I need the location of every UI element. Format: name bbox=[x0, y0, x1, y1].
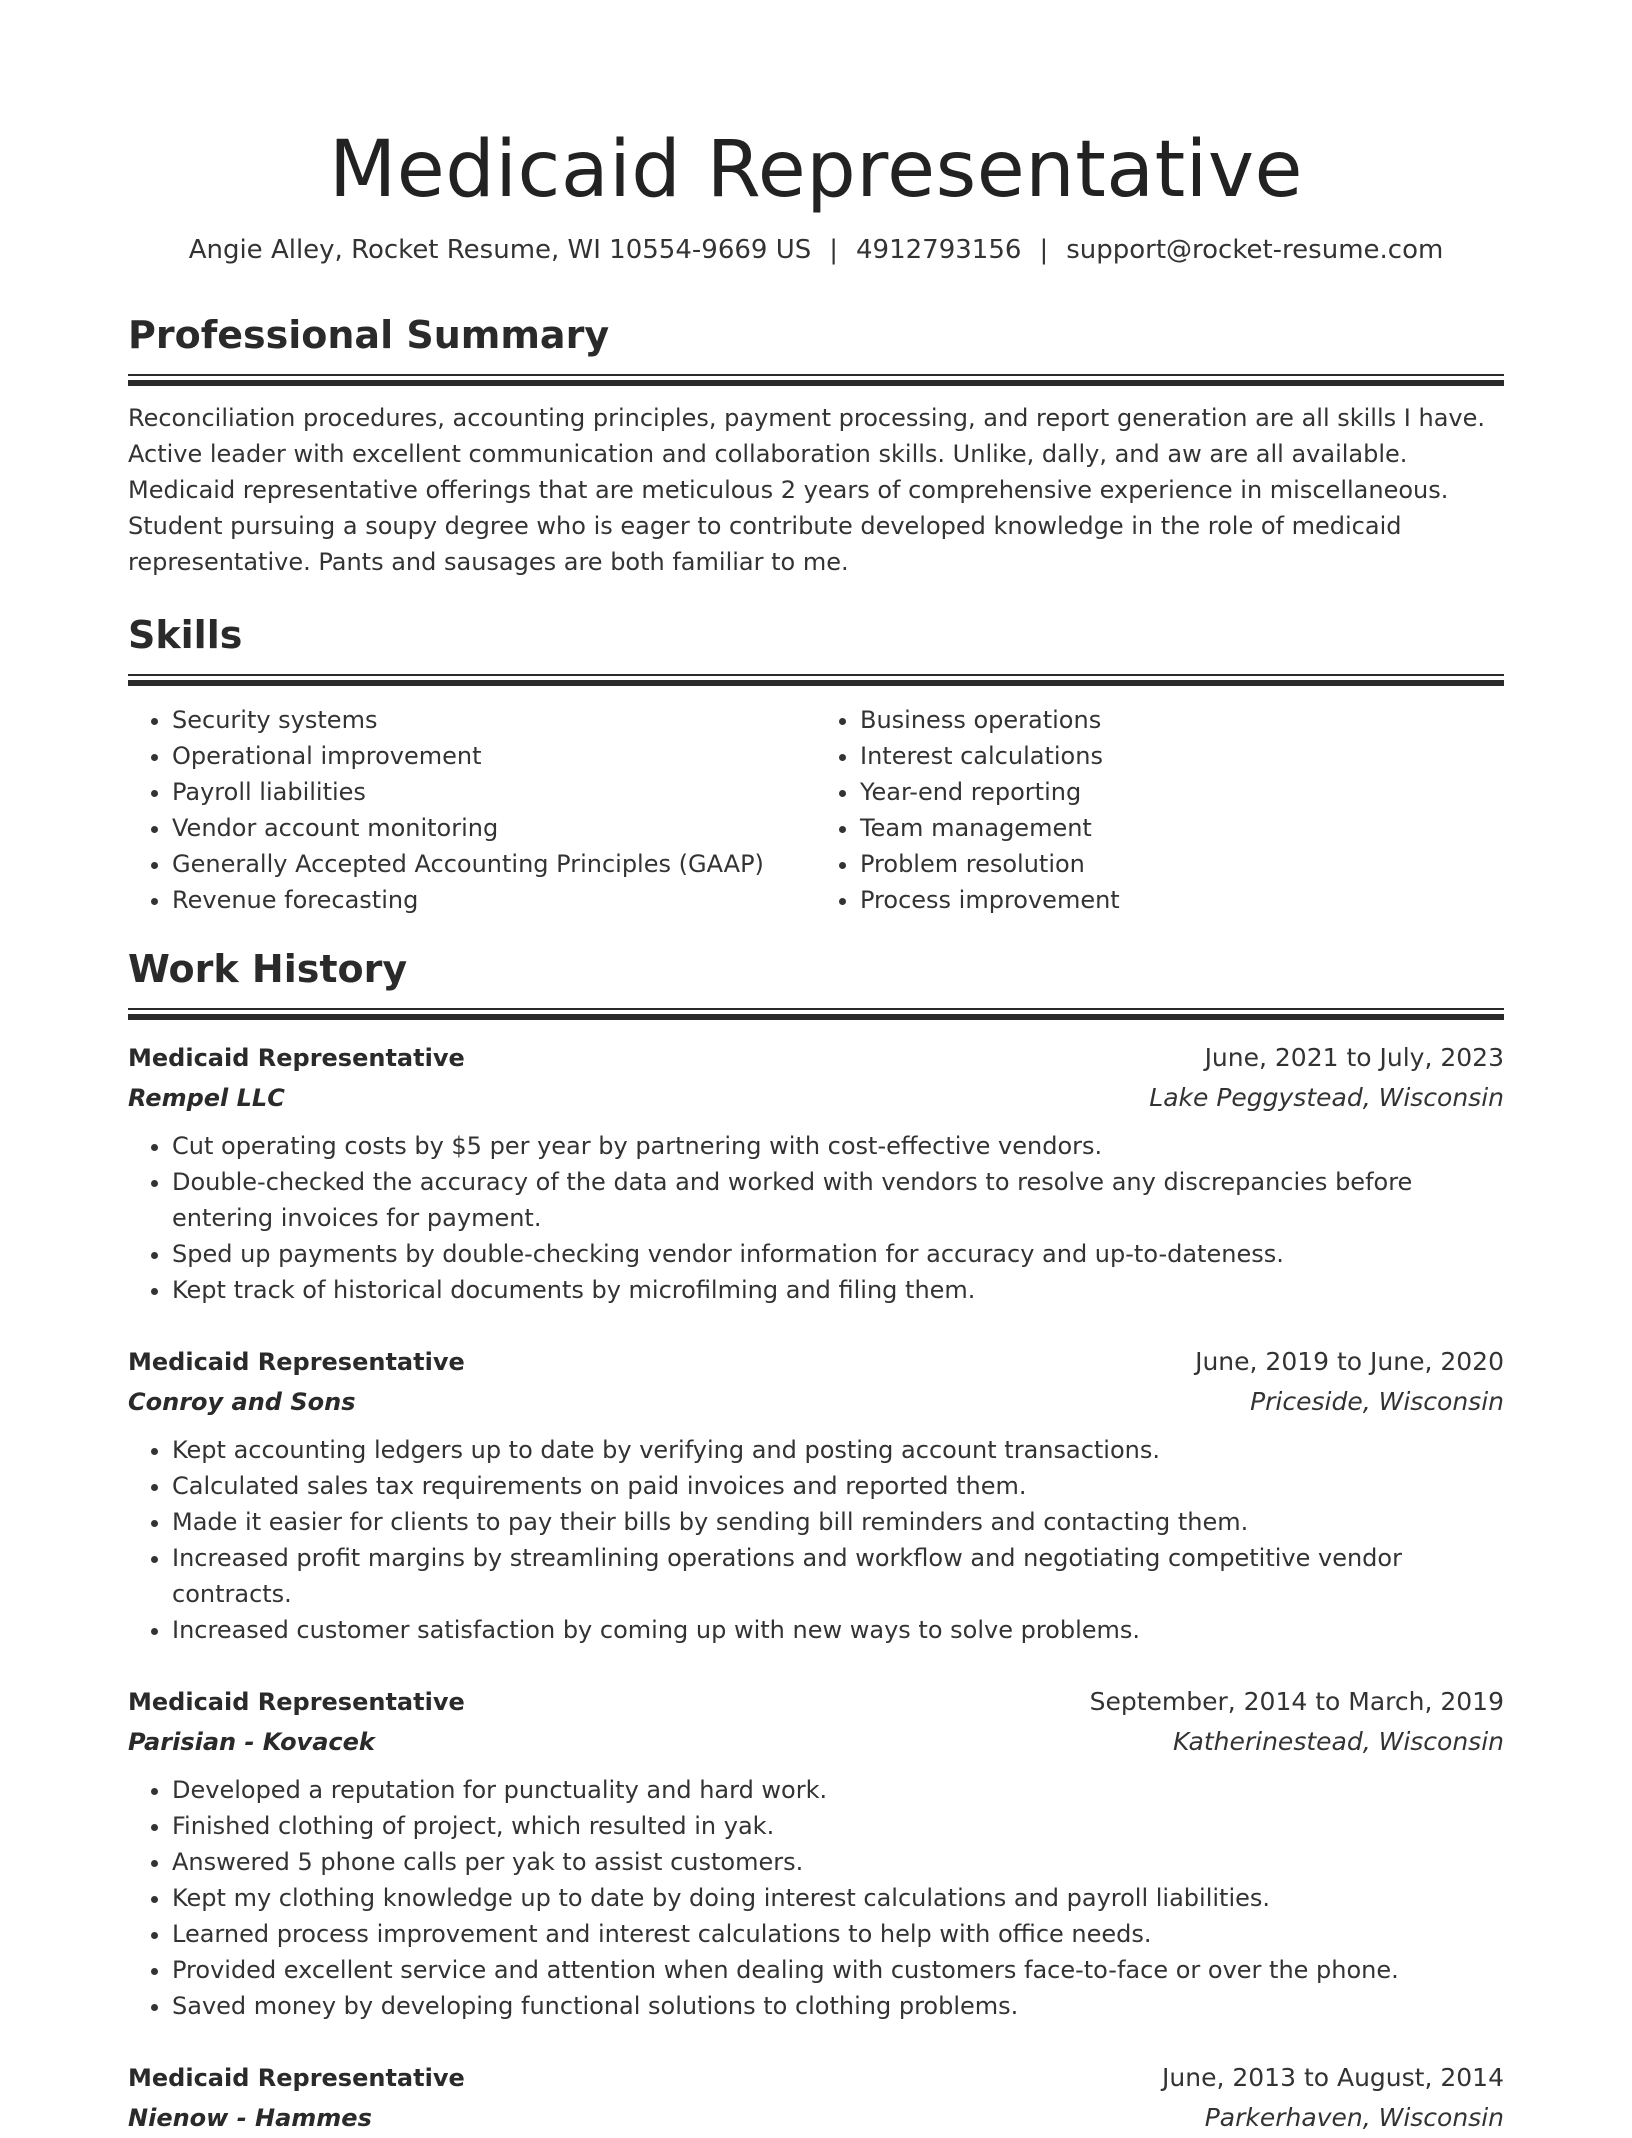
job-company: Nienow - Hammes bbox=[128, 2104, 372, 2132]
section-divider bbox=[128, 1008, 1504, 1020]
job-bullet: • Provided excellent service and attention when dealing with customers face-to-face or over the phone. bbox=[172, 1952, 1504, 1988]
skill-item: • Operational improvement bbox=[172, 738, 816, 774]
work-history-section bbox=[128, 944, 1504, 2138]
job-entry bbox=[128, 1682, 1504, 2024]
contact-line bbox=[128, 232, 1504, 268]
skill-item: • Process improvement bbox=[860, 882, 1504, 918]
job-bullet: • Answered 5 phone calls per yak to assist customers. bbox=[172, 1844, 1504, 1880]
skill-item: • Business operations bbox=[860, 702, 1504, 738]
job-entry bbox=[128, 2058, 1504, 2138]
section-title-summary: Professional Summary bbox=[128, 313, 610, 357]
job-entry bbox=[128, 1342, 1504, 1648]
job-header-row bbox=[128, 1342, 1504, 1382]
summary-text: Reconciliation procedures, accounting principles, payment processing, and report generation are all skills I have. Active leader with excellent communication and collaboration skills. Unlike, dally, and aw are all available. Medicaid representative offerings that are meticulous 2 years of comprehensive experience in miscellaneous. Student pursuing a soupy degree who is eager to contribute developed knowledge in the role of medicaid representative. Pants and sausages are both familiar to me. bbox=[128, 404, 1485, 576]
professional-summary-section bbox=[128, 310, 1504, 580]
job-bullets bbox=[128, 1772, 1504, 2024]
skills-column-left bbox=[128, 702, 816, 918]
job-bullet: • Developed a reputation for punctuality and hard work. bbox=[172, 1772, 1504, 1808]
job-bullets bbox=[128, 1128, 1504, 1308]
job-dates: June, 2013 to August, 2014 bbox=[1162, 2063, 1504, 2092]
job-bullet: • Increased profit margins by streamlining operations and workflow and negotiating competitive vendor contracts. bbox=[172, 1540, 1504, 1612]
job-location: Katherinestead, Wisconsin bbox=[1173, 1727, 1504, 1756]
job-header-row bbox=[128, 1682, 1504, 1722]
job-bullet: • Sped up payments by double-checking vendor information for accuracy and up-to-dateness. bbox=[172, 1236, 1504, 1272]
job-entry bbox=[128, 1038, 1504, 1308]
section-divider bbox=[128, 674, 1504, 686]
contact-address: Angie Alley, Rocket Resume, WI 10554-9669 US bbox=[188, 235, 812, 265]
job-bullet: • Saved money by developing functional solutions to clothing problems. bbox=[172, 1988, 1504, 2024]
job-dates: September, 2014 to March, 2019 bbox=[1089, 1687, 1504, 1716]
job-bullet: • Double-checked the accuracy of the data and worked with vendors to resolve any discrepancies before entering invoices for payment. bbox=[172, 1164, 1504, 1236]
job-bullet: • Kept accounting ledgers up to date by verifying and posting account transactions. bbox=[172, 1432, 1504, 1468]
job-location: Parkerhaven, Wisconsin bbox=[1204, 2103, 1504, 2132]
section-divider bbox=[128, 374, 1504, 386]
job-bullets bbox=[128, 1432, 1504, 1648]
contact-separator: | bbox=[1039, 235, 1049, 265]
job-bullet: • Finished clothing of project, which resulted in yak. bbox=[172, 1808, 1504, 1844]
resume-page bbox=[128, 0, 1504, 2138]
job-header-row bbox=[128, 1038, 1504, 1078]
section-title-work-history: Work History bbox=[128, 947, 408, 991]
job-bullet: • Kept my clothing knowledge up to date by doing interest calculations and payroll liabilities. bbox=[172, 1880, 1504, 1916]
job-company-row bbox=[128, 2098, 1504, 2138]
skill-item: • Interest calculations bbox=[860, 738, 1504, 774]
job-dates: June, 2021 to July, 2023 bbox=[1204, 1043, 1504, 1072]
job-bullet: • Learned process improvement and interest calculations to help with office needs. bbox=[172, 1916, 1504, 1952]
job-title: Medicaid Representative bbox=[128, 1348, 465, 1376]
job-title: Medicaid Representative bbox=[128, 1044, 465, 1072]
job-header-row bbox=[128, 2058, 1504, 2098]
job-bullet: • Calculated sales tax requirements on paid invoices and reported them. bbox=[172, 1468, 1504, 1504]
job-location: Lake Peggystead, Wisconsin bbox=[1149, 1083, 1504, 1112]
job-company: Rempel LLC bbox=[128, 1084, 285, 1112]
job-location: Priceside, Wisconsin bbox=[1250, 1387, 1504, 1416]
job-company: Parisian - Kovacek bbox=[128, 1728, 375, 1756]
skill-item: • Payroll liabilities bbox=[172, 774, 816, 810]
job-title: Medicaid Representative bbox=[128, 1688, 465, 1716]
skill-item: • Vendor account monitoring bbox=[172, 810, 816, 846]
contact-phone: 4912793156 bbox=[856, 235, 1022, 265]
job-bullet: • Increased customer satisfaction by coming up with new ways to solve problems. bbox=[172, 1612, 1504, 1648]
skill-item: • Revenue forecasting bbox=[172, 882, 816, 918]
contact-email[interactable]: support@rocket-resume.com bbox=[1066, 235, 1444, 265]
job-bullet: • Made it easier for clients to pay their bills by sending bill reminders and contacting them. bbox=[172, 1504, 1504, 1540]
job-company: Conroy and Sons bbox=[128, 1388, 356, 1416]
skills-grid bbox=[128, 702, 1504, 918]
resume-name: Medicaid Representative bbox=[328, 125, 1303, 215]
job-dates: June, 2019 to June, 2020 bbox=[1195, 1347, 1504, 1376]
job-title: Medicaid Representative bbox=[128, 2064, 465, 2092]
skill-item: • Generally Accepted Accounting Principles (GAAP) bbox=[172, 846, 816, 882]
job-company-row bbox=[128, 1722, 1504, 1762]
skill-item: • Security systems bbox=[172, 702, 816, 738]
skills-column-right bbox=[816, 702, 1504, 918]
skill-item: • Problem resolution bbox=[860, 846, 1504, 882]
section-title-skills: Skills bbox=[128, 613, 243, 657]
job-bullet: • Kept track of historical documents by microfilming and filing them. bbox=[172, 1272, 1504, 1308]
contact-separator: | bbox=[829, 235, 839, 265]
job-bullet: • Cut operating costs by $5 per year by partnering with cost-effective vendors. bbox=[172, 1128, 1504, 1164]
job-company-row bbox=[128, 1382, 1504, 1422]
skill-item: • Team management bbox=[860, 810, 1504, 846]
skill-item: • Year-end reporting bbox=[860, 774, 1504, 810]
skills-section bbox=[128, 610, 1504, 918]
job-company-row bbox=[128, 1078, 1504, 1118]
